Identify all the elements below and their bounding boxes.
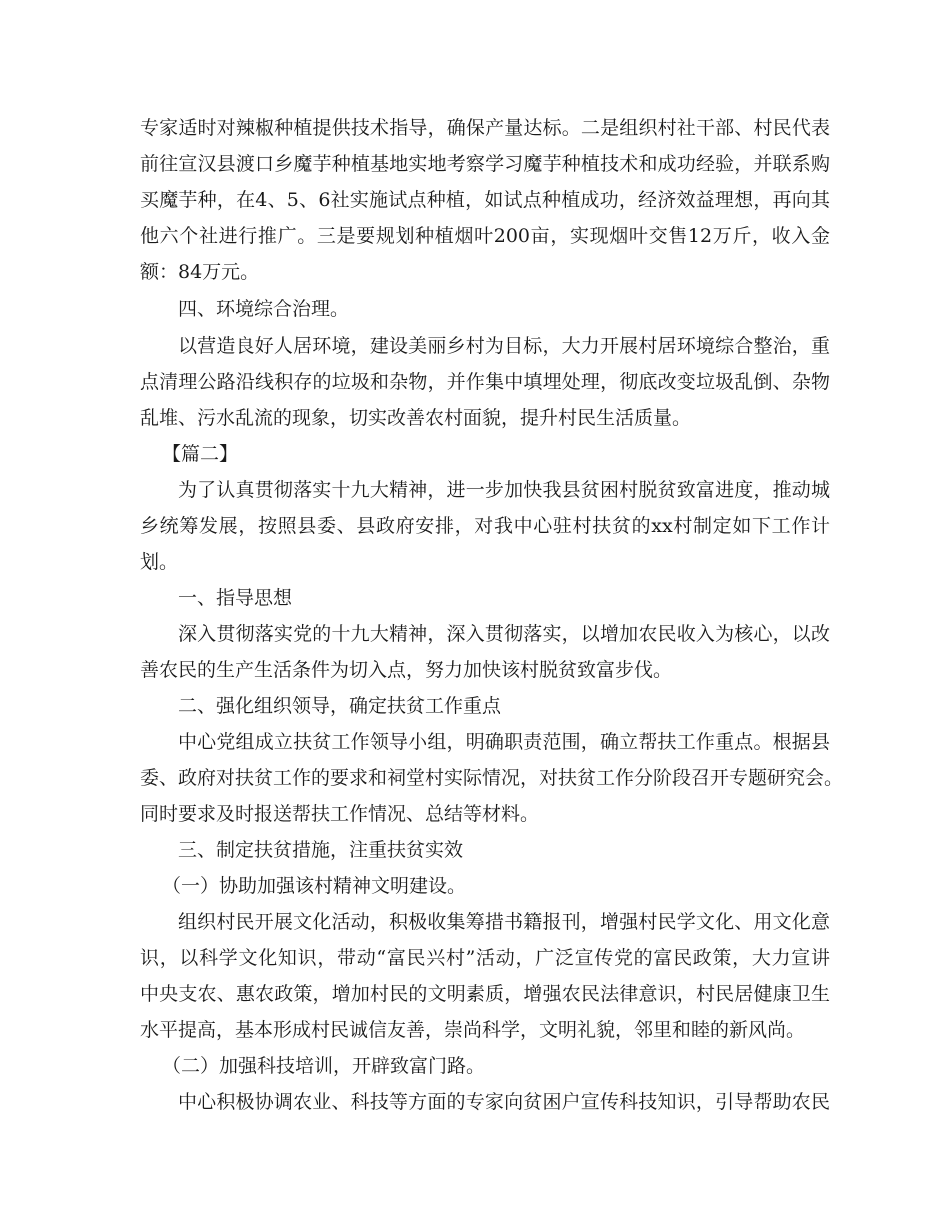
section-heading: 三、制定扶贫措施，注重扶贫实效	[178, 839, 464, 861]
subsection-heading: （二）加强科技培训，开辟致富门路。	[162, 1055, 486, 1077]
paragraph-line: 中心积极协调农业、科技等方面的专家向贫困户宣传科技知识，引导帮助农民	[178, 1091, 830, 1113]
paragraph-line: 深入贯彻落实党的十九大精神，深入贯彻落实，以增加农民收入为核心，以改	[178, 623, 830, 645]
paragraph-line: 同时要求及时报送帮扶工作情况、总结等材料。	[140, 803, 540, 825]
paragraph-line: 中央支农、惠农政策，增加村民的文明素质，增强农民法律意识，村民居健康卫生	[140, 983, 830, 1005]
paragraph-line: 专家适时对辣椒种植提供技术指导，确保产量达标。二是组织村社干部、村民代表	[140, 117, 830, 139]
paragraph-line: 委、政府对扶贫工作的要求和祠堂村实际情况，对扶贫工作分阶段召开专题研究会。	[140, 767, 844, 789]
paragraph-line: 组织村民开展文化活动，积极收集筹措书籍报刊，增强村民学文化、用文化意	[178, 911, 830, 933]
section-heading: 二、强化组织领导，确定扶贫工作重点	[178, 695, 502, 717]
paragraph-line: 买魔芋种，在4、5、6社实施试点种植，如试点种植成功，经济效益理想，再向其	[140, 189, 830, 211]
paragraph-line: 识，以科学文化知识，带动“富民兴村”活动，广泛宣传党的富民政策，大力宣讲	[140, 947, 830, 969]
section-heading: 四、环境综合治理。	[178, 298, 350, 320]
section-heading: 一、指导思想	[178, 587, 293, 609]
paragraph-line: 额：84万元。	[140, 261, 260, 283]
paragraph-line: 善农民的生产生活条件为切入点，努力加快该村脱贫致富步伐。	[140, 659, 673, 681]
paragraph-line: 点清理公路沿线积存的垃圾和杂物，并作集中填埋处理，彻底改变垃圾乱倒、杂物	[140, 371, 830, 393]
paragraph-line: 前往宣汉县渡口乡魔芋种植基地实地考察学习魔芋种植技术和成功经验，并联系购	[140, 153, 830, 175]
paragraph-line: 为了认真贯彻落实十九大精神，进一步加快我县贫困村脱贫致富进度，推动城	[178, 479, 830, 501]
paragraph-line: 划。	[140, 551, 179, 573]
subsection-heading: （一）协助加强该村精神文明建设。	[162, 875, 467, 897]
paragraph-line: 乱堆、污水乱流的现象，切实改善农村面貌，提升村民生活质量。	[140, 407, 692, 429]
paragraph-line: 乡统筹发展，按照县委、县政府安排，对我中心驻村扶贫的xx村制定如下工作计	[140, 515, 830, 537]
paragraph-line: 中心党组成立扶贫工作领导小组，明确职责范围，确立帮扶工作重点。根据县	[178, 731, 830, 753]
paragraph-line: 他六个社进行推广。三是要规划种植烟叶200亩，实现烟叶交售12万斤，收入金	[140, 225, 830, 247]
paragraph-line: 水平提高，基本形成村民诚信友善，崇尚科学，文明礼貌，邻里和睦的新风尚。	[140, 1019, 806, 1041]
paragraph-line: 以营造良好人居环境，建设美丽乡村为目标，大力开展村居环境综合整治，重	[178, 335, 830, 357]
chapter-heading: 【篇二】	[162, 443, 239, 465]
